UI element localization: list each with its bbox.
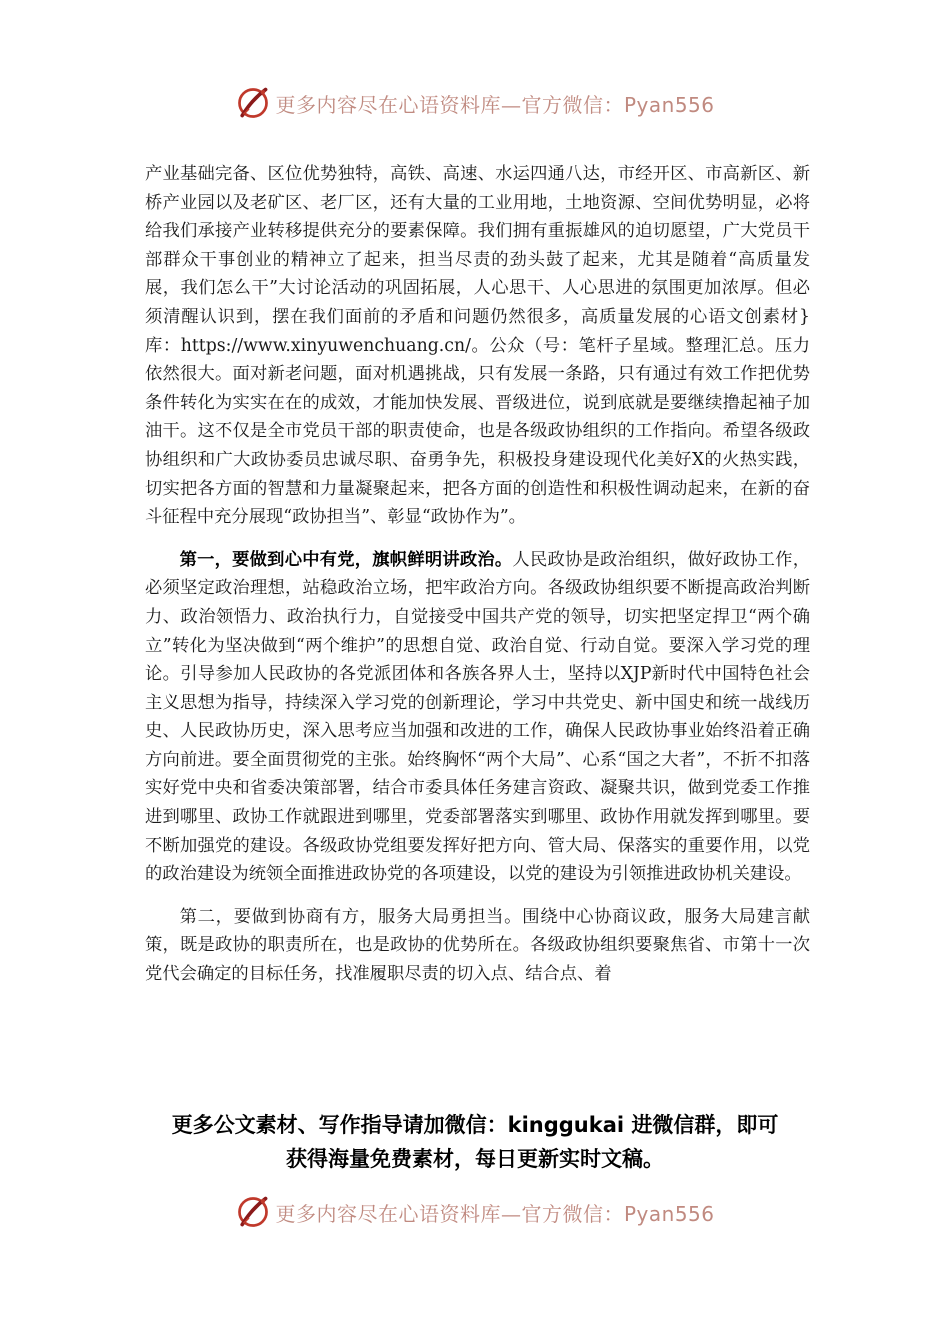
paragraph-1: 产业基础完备、区位优势独特，高铁、高速、水运四通八达，市经开区、市高新区、新桥产业园以及老矿区、老厂区，还有大量的工业用地，土地资源、空间优势明显，必将给我们承接产业转移提供充分的要素保障。我们拥有重振雄风的迫切愿望，广大党员干部群众干事创业的精神立了起来，担当尽责的劲头鼓了起来，尤其是随着“高质量发展，我们怎么干”大讨论活动的巩固拓展，人心思干、人心思进的氛围更加浓厚。但必须清醒认识到，摆在我们面前的矛盾和问题仍然很多，高质量发展的心语文创素材}库：https://www.xinyuwenchuang.cn/。公众（号：笔杆子星域。整理汇总。压力依然很大。面对新老问题，面对机遇挑战，只有发展一条路，只有通过有效工作把优势条件转化为实实在在的成效，才能加快发展、晋级进位，说到底就是要继续撸起袖子加油干。这不仅是全市党员干部的职责使命，也是各级政协组织的工作指向。希望各级政协组织和广大政协委员忠诚尽职、奋勇争先，积极投身建设现代化美好X的火热实践，切实把各方面的智慧和力量凝聚起来，把各方面的创造性和积极性调动起来，在新的奋斗征程中充分展现“政协担当”、彰显“政协作为”。 (145, 164, 810, 528)
footer-watermark-banner (0, 1192, 950, 1232)
promo-callout (0, 1108, 950, 1176)
promo-line-1: 更多公文素材、写作指导请加微信：kinggukai 进微信群，即可 (171, 1113, 779, 1137)
brush-logo-icon (235, 1194, 271, 1230)
banner-text: 更多内容尽在心语资料库—官方微信：Pyan556 (275, 1201, 715, 1226)
banner-wechat-id: Pyan556 (623, 1201, 715, 1226)
paragraph-2 (145, 546, 810, 889)
banner-text: 更多内容尽在心语资料库—官方微信：Pyan556 (275, 92, 715, 117)
paragraph-2-text: 人民政协是政治组织，做好政协工作，必须坚定政治理想，站稳政治立场，把牢政治方向。各级政协组织要不断提高政治判断力、政治领悟力、政治执行力，自觉接受中国共产党的领导，切实把坚定捍卫“两个确立”转化为坚决做到“两个维护”的思想自觉、政治自觉、行动自觉。要深入学习党的理论。引导参加人民政协的各党派团体和各族各界人士，坚持以XJP新时代中国特色社会主义思想为指导，持续深入学习党的创新理论，学习中共党史、新中国史和统一战线历史、人民政协历史，深入思考应当加强和改进的工作，确保人民政协事业始终沿着正确方向前进。要全面贯彻党的主张。始终胸怀“两个大局”、心系“国之大者”，不折不扣落实好党中央和省委决策部署，结合市委具体任务建言资政、凝聚共识，做到党委工作推进到哪里、政协工作就跟进到哪里，党委部署落实到哪里、政协作用就发挥到哪里。要不断加强党的建设。各级政协党组要发挥好把方向、管大局、保落实的重要作用，以党的政治建设为统领全面推进政协党的各项建设，以党的建设为引领推进政协机关建设。 (145, 549, 810, 885)
paragraph-2-lead: 第一，要做到心中有党，旗帜鲜明讲政治。 (179, 549, 513, 570)
promo-line-2: 获得海量免费素材，每日更新实时文稿。 (286, 1147, 664, 1171)
banner-wechat-id: Pyan556 (623, 92, 715, 117)
paragraph-3: 第二，要做到协商有方，服务大局勇担当。围绕中心协商议政，服务大局建言献策，既是政协的职责所在，也是政协的优势所在。各级政协组织要聚焦省、市第十一次党代会确定的目标任务，找准履职尽责的切入点、结合点、着 (145, 906, 810, 985)
header-watermark-banner (0, 83, 950, 123)
document-body (145, 160, 810, 989)
brush-logo-icon (235, 85, 271, 121)
